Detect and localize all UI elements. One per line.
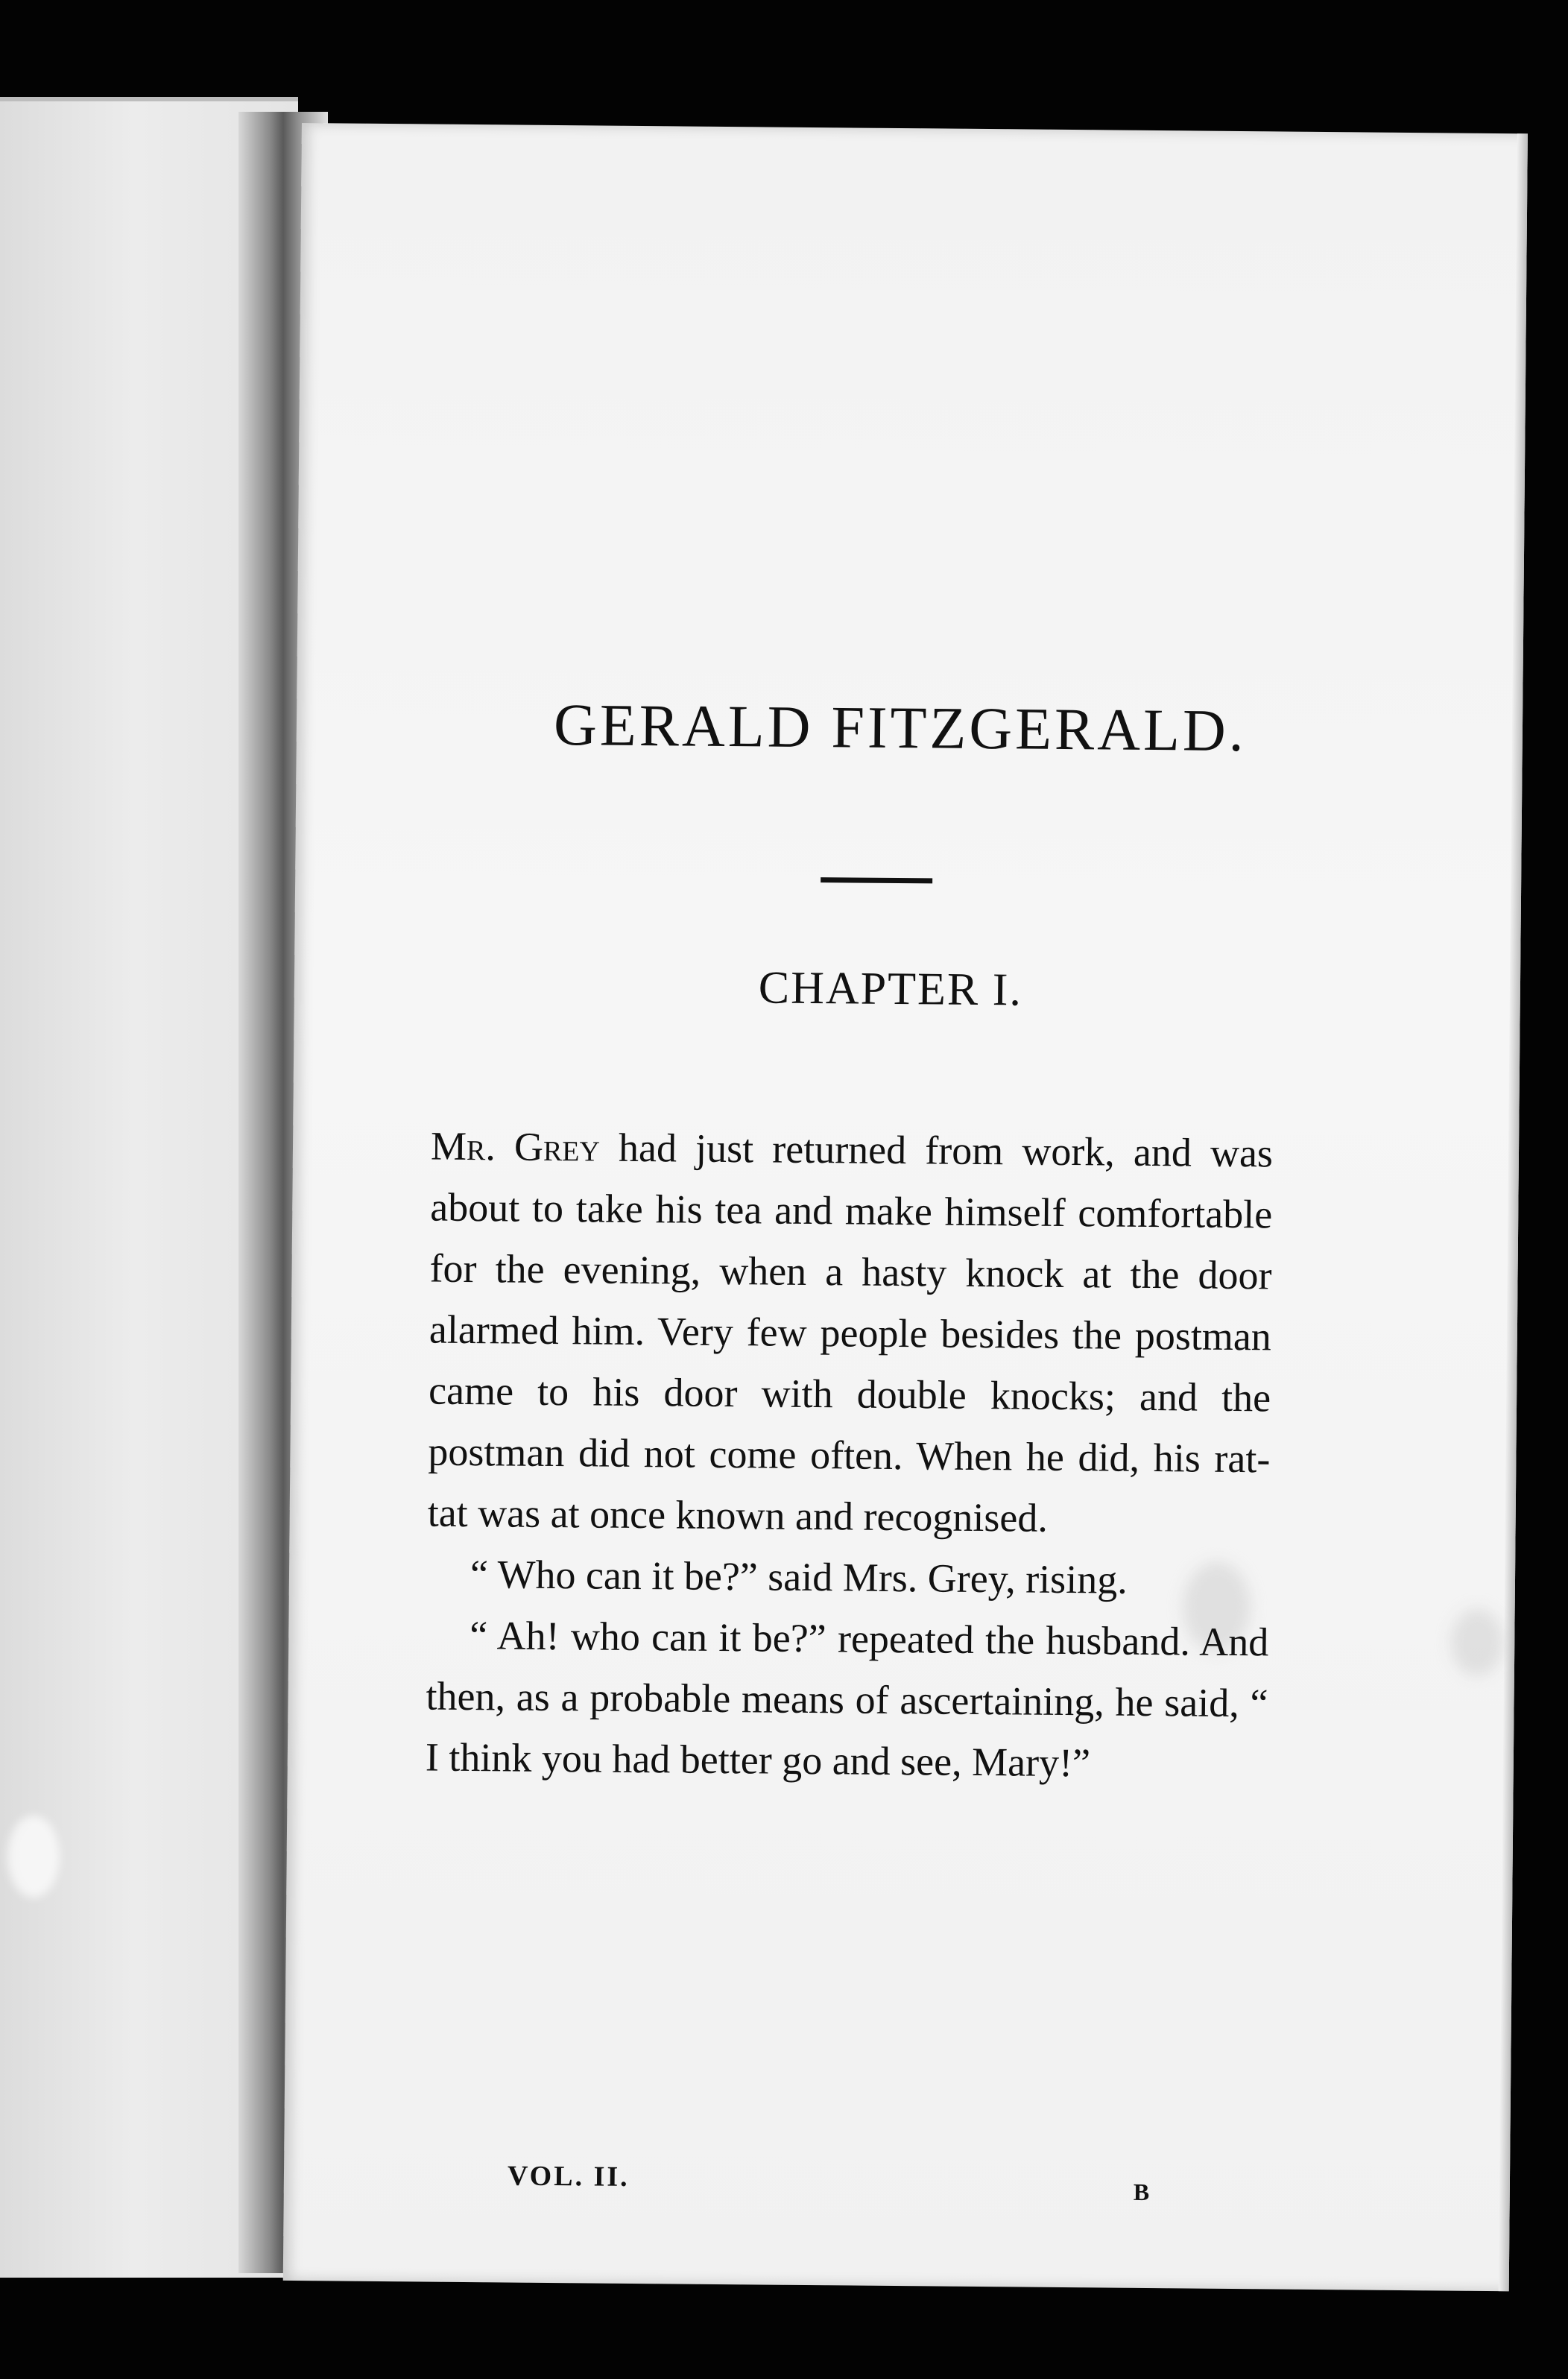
page-edge (1499, 133, 1528, 2291)
paper-stain (7, 1816, 60, 1898)
book-title: GERALD FITZGERALD. (553, 692, 1248, 765)
chapter-body (426, 1116, 1274, 1795)
book-page (283, 123, 1528, 2291)
paragraph-3: “ Ah! who can it be?” repeated the husband. And then, as a probable means of ascertaining, he said, “ I think you had better go and see, Mary!” (425, 1613, 1269, 1786)
volume-signature: VOL. II. (507, 2160, 630, 2193)
paper-stain (1451, 1609, 1504, 1677)
title-rule (821, 877, 932, 883)
paragraph-1 (427, 1116, 1273, 1551)
signature-letter: B (1133, 2178, 1150, 2206)
paragraph-lead-name: Mr. Grey (430, 1123, 601, 1170)
paragraph-text: had just returned from work, and was about to take his tea and make himself comfortable for the evening, when a hasty knock at the door alarmed him. Very few people besides the postman came to his door with double knocks; and the postman did not come often. When he did, his rat-tat was at once known and recognised. (427, 1125, 1274, 1541)
chapter-heading: CHAPTER I. (758, 962, 1023, 1016)
paragraph-2: “ Who can it be?” said Mrs. Grey, rising. (470, 1552, 1128, 1602)
